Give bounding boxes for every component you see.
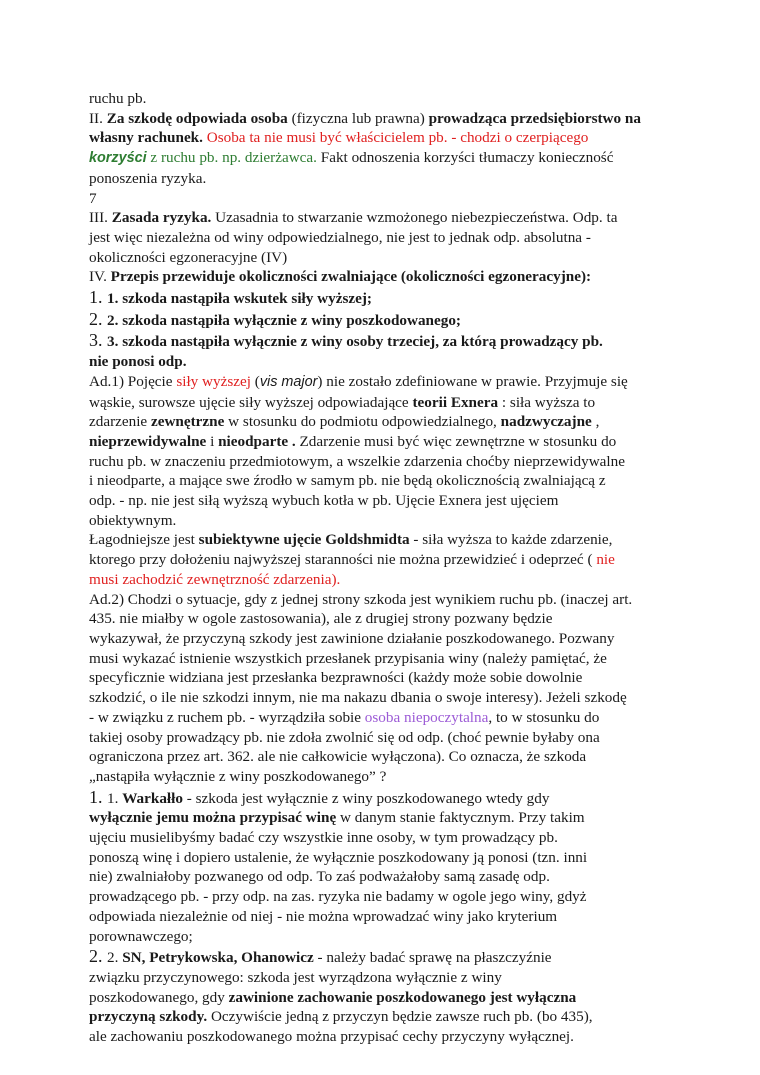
- list-item: 3. 3. szkoda nastąpiła wyłącznie z winy osoby trzeciej, za którą prowadzący pb.: [89, 330, 603, 351]
- text-line: Ad.2) Chodzi o sytuacje, gdy z jednej strony szkoda jest wynikiem ruchu pb. (inaczej art.: [89, 590, 633, 608]
- text-line: okoliczności egzoneracyjne (IV): [89, 248, 288, 266]
- text-line: specyficznie widziana jest przesłanka bezprawności (każdy może sobie dowolnie: [89, 669, 583, 687]
- text-line: musi zachodzić zewnętrzność zdarzenia).: [89, 570, 341, 588]
- text-line: poszkodowanego, gdy zawinione zachowanie poszkodowanego jest wyłączna: [89, 988, 577, 1006]
- text-line: ponoszenia ryzyka.: [89, 169, 207, 187]
- text-line: wyłącznie jemu można przypisać winę w danym stanie faktycznym. Przy takim: [89, 809, 585, 827]
- text-line: musi wykazać istnienie wszystkich przesłanek przypisania winy (należy pamiętać, że: [89, 649, 607, 667]
- text-line: szkodzić, o ile nie szkodzi innym, nie ma nakazu dbania o swoje interesy). Jeżeli szkodę: [89, 689, 627, 707]
- text-line: ‑ w związku z ruchem pb. ‑ wyrządziła sobie osoba niepoczytalna, to w stosunku do: [89, 708, 600, 726]
- text-line: ktorego przy dołożeniu najwyższej staranności nie można przewidzieć i odeprzeć ( nie: [89, 551, 615, 569]
- document-page: [89, 89, 689, 1047]
- text-line: przyczyną szkody. Oczywiście jedną z przyczyn będzie zawsze ruch pb. (bo 435),: [89, 1008, 593, 1026]
- text-line: Łagodniejsze jest subiektywne ujęcie Goldshmidta ‑ siła wyższa to każde zdarzenie,: [89, 531, 613, 549]
- text-line: IV. Przepis przewiduje okoliczności zwalniające (okoliczności egzoneracyjne):: [89, 268, 592, 286]
- text-line: takiej osoby prowadzący pb. nie zdoła zwolnić się od odp. (choć pewnie byłaby ona: [89, 728, 600, 746]
- text-line: II. Za szkodę odpowiada osoba (fizyczna lub prawna) prowadząca przedsiębiorstwo na: [89, 109, 641, 127]
- text-line: odpowiada niezależnie od niej ‑ nie można wprowadzać winy jako kryterium: [89, 907, 558, 925]
- text-line: odp. ‑ np. nie jest siłą wyższą wybuch kotła w pb. Ujęcie Exnera jest ujęciem: [89, 492, 559, 510]
- text-line: korzyści z ruchu pb. np. dzierżawca. Fakt odnoszenia korzyści tłumaczy konieczność: [89, 149, 614, 167]
- page-number: 7: [89, 189, 97, 207]
- list-item: 1. 1. Warkałło ‑ szkoda jest wyłącznie z winy poszkodowanego wtedy gdy: [89, 786, 550, 807]
- text-line: porownawczego;: [89, 927, 193, 945]
- text-line: III. Zasada ryzyka. Uzasadnia to stwarzanie wzmożonego niebezpieczeństwa. Odp. ta: [89, 209, 618, 227]
- list-item: 1. 1. szkoda nastąpiła wskutek siły wyższej;: [89, 287, 372, 308]
- text-line: ponoszą winę i dopiero ustalenie, że wyłącznie poszkodowany ją ponosi (tzn. inni: [89, 848, 588, 866]
- text-line: zdarzenie zewnętrzne w stosunku do podmiotu odpowiedzialnego, nadzwyczajne ,: [89, 413, 600, 431]
- text-line: prowadzącego pb. ‑ przy odp. na zas. ryzyka nie badamy w ogole jego winy, gdyż: [89, 888, 587, 906]
- text-line: ujęciu musielibyśmy badać czy wszystkie inne osoby, w tym prowadzący pb.: [89, 829, 558, 847]
- text-line: ale zachowaniu poszkodowanego można przypisać cechy przyczyny wyłącznej.: [89, 1028, 574, 1046]
- text-line: jest więc niezależna od winy odpowiedzialnego, nie jest to jednak odp. absolutna ‑: [89, 228, 591, 246]
- text-line: ruchu pb. w znaczeniu przedmiotowym, a wszelkie zdarzenia choćby nieprzewidywalne: [89, 452, 625, 470]
- text-line: wykazywał, że przyczyną szkody jest zawinione działanie poszkodowanego. Pozwany: [89, 629, 615, 647]
- text-line: i nieodparte, a mające swe źrodło w samym pb. nie będą okolicznością zwalniającą z: [89, 472, 606, 490]
- text-line: obiektywnym.: [89, 511, 177, 529]
- text-line: nieprzewidywalne i nieodparte . Zdarzenie musi być więc zewnętrzne w stosunku do: [89, 432, 617, 450]
- text-line: wąskie, surowsze ujęcie siły wyższej odpowiadające teorii Exnera : siła wyższa to: [89, 393, 596, 411]
- text-line: Ad.1) Pojęcie siły wyższej (vis major) nie zostało zdefiniowane w prawie. Przyjmuje się: [89, 372, 628, 390]
- text-line: nie) zwalniałoby pozwanego od odp. To zaś podważałoby samą zasadę odp.: [89, 868, 550, 886]
- text-line: własny rachunek. Osoba ta nie musi być właścicielem pb. ‑ chodzi o czerpiącego: [89, 129, 589, 147]
- text-line: „nastąpiła wyłącznie z winy poszkodowanego” ?: [89, 767, 387, 785]
- text-line: ruchu pb.: [89, 90, 147, 107]
- text-line: 435. nie miałby w ogole zastosowania), ale z drugiej strony pozwany będzie: [89, 610, 553, 628]
- list-item: 2. 2. szkoda nastąpiła wyłącznie z winy poszkodowanego;: [89, 308, 461, 329]
- list-item: 2. 2. SN, Petrykowska, Ohanowicz ‑ należy badać sprawę na płaszczyźnie: [89, 946, 552, 967]
- text-line: ograniczona przez art. 362. ale nie całkowicie wyłączona). Co oznacza, że szkoda: [89, 748, 587, 766]
- text-line: nie ponosi odp.: [89, 353, 187, 371]
- text-line: związku przyczynowego: szkoda jest wyrządzona wyłącznie z winy: [89, 968, 502, 986]
